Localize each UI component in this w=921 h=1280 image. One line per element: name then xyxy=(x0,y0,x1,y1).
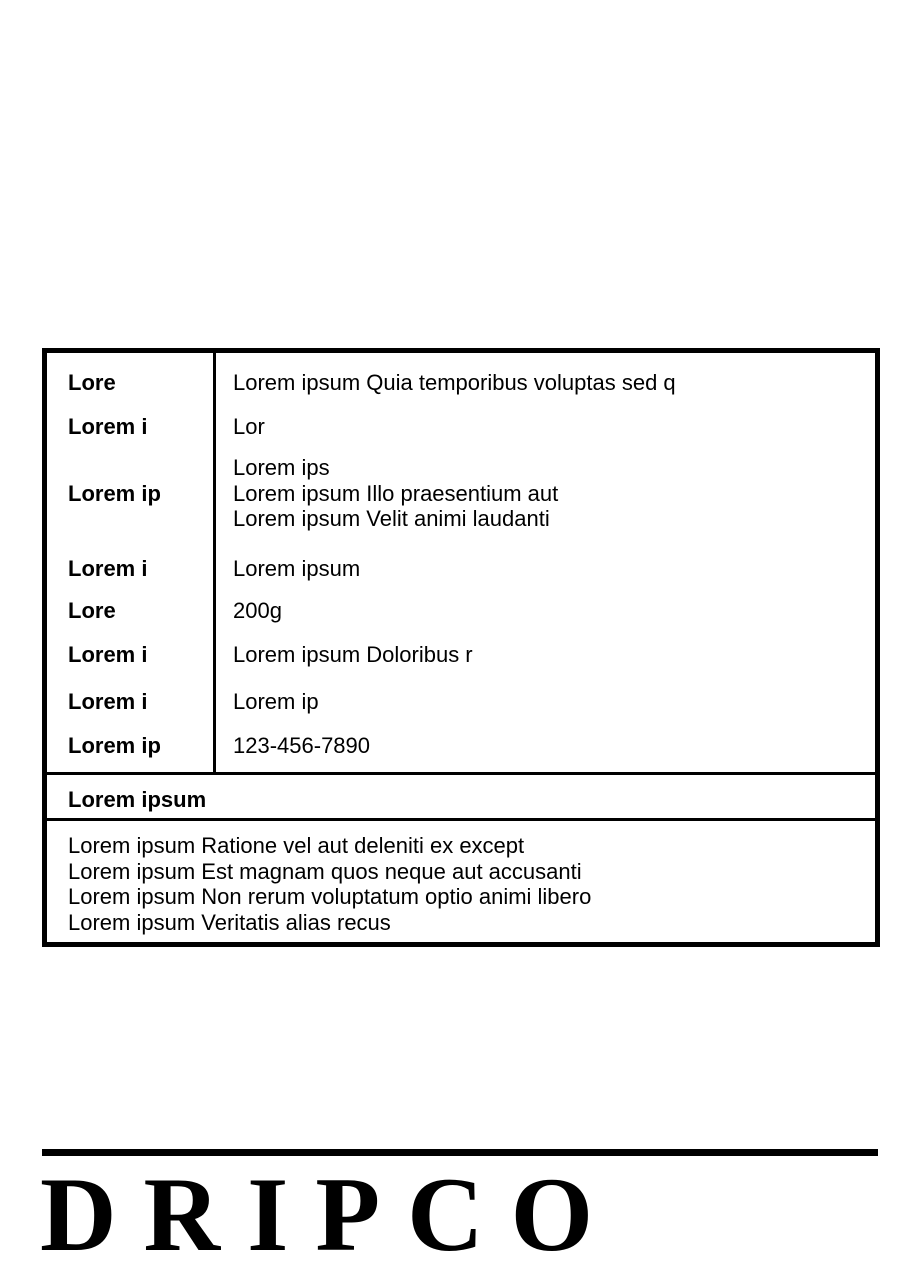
notes-line: Lorem ipsum Veritatis alias recus xyxy=(68,909,391,935)
notes-line: Lorem ipsum Est magnam quos neque aut accusanti xyxy=(68,858,582,884)
spec-value: 123-456-7890 xyxy=(233,733,371,758)
spec-value: Lor xyxy=(233,414,265,439)
spec-value: Lorem ipsum xyxy=(233,556,361,581)
spec-table xyxy=(47,353,875,772)
spec-label: Lorem i xyxy=(68,689,148,714)
spec-label: Lorem i xyxy=(68,642,148,667)
spec-label: Lorem i xyxy=(68,556,148,581)
brand-divider xyxy=(42,1149,878,1156)
notes-line: Lorem ipsum Ratione vel aut deleniti ex except xyxy=(68,833,525,858)
spec-value: Lorem ipsum Doloribus r xyxy=(233,642,473,667)
spec-label: Lorem ip xyxy=(68,733,161,758)
notes-text xyxy=(68,833,591,935)
spec-value: Lorem ipsum Quia temporibus voluptas sed q xyxy=(233,370,676,395)
spec-label: Lore xyxy=(68,370,116,395)
spec-label: Lore xyxy=(68,598,116,623)
column-divider xyxy=(213,353,216,772)
brand-logo-text: DRIPCO xyxy=(40,1156,621,1273)
notes-title: Lorem ipsum xyxy=(68,787,207,812)
spec-value-multiline: Lorem ips Lorem ipsum Illo praesentium aut Lorem ipsum Velit animi laudanti xyxy=(233,455,559,531)
section-divider xyxy=(47,818,875,821)
product-info-box xyxy=(42,348,880,947)
spec-value: 200g xyxy=(233,598,282,623)
spec-value: Lorem ip xyxy=(233,689,319,714)
spec-label: Lorem ip xyxy=(68,481,161,506)
spec-label: Lorem i xyxy=(68,414,148,439)
notes-line: Lorem ipsum Non rerum voluptatum optio animi libero xyxy=(68,884,592,909)
section-divider xyxy=(47,772,875,775)
